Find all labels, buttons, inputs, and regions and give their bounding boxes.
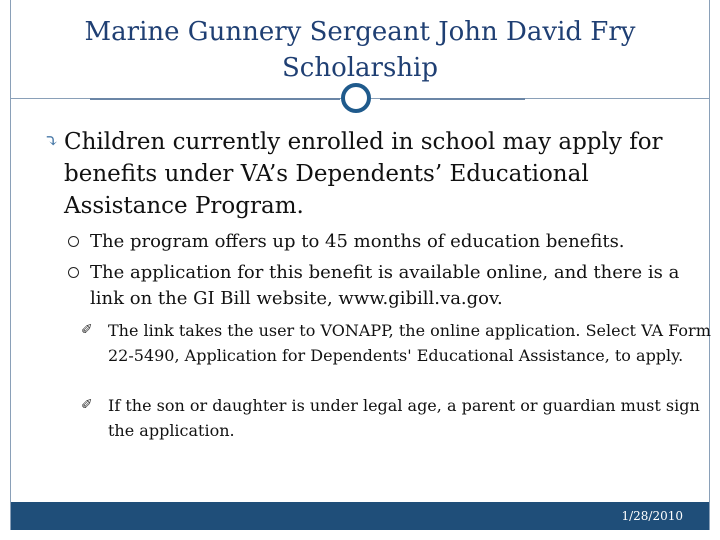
title-divider-right xyxy=(380,98,525,100)
subsub-bullet-1-text: The link takes the user to VONAPP, the online application. Select VA Form 22-5490, Application for Dependents' Educational Assistance, to apply. xyxy=(108,321,711,365)
sub-bullet-1-text: The program offers up to 45 months of education benefits. xyxy=(90,231,625,252)
sub-bullet-2-text: The application for this benefit is available online, and there is a link on the GI Bill website, www.gibill.va.gov. xyxy=(90,262,680,309)
slide-title: Marine Gunnery Sergeant John David Fry Scholarship xyxy=(84,17,636,83)
title-divider-left xyxy=(90,98,340,100)
curved-arrow-bullet-icon: ⤵ xyxy=(44,131,60,152)
subsub-bullet-1 xyxy=(81,318,713,368)
main-bullet xyxy=(44,126,704,222)
subsub-bullet-2 xyxy=(81,393,713,443)
hollow-circle-bullet-icon xyxy=(68,267,79,278)
pen-nib-bullet-icon: ✐ xyxy=(81,322,93,338)
ring-ornament-icon xyxy=(341,83,371,113)
hollow-circle-bullet-icon xyxy=(68,236,79,247)
subsub-bullet-2-text: If the son or daughter is under legal age, a parent or guardian must sign the application. xyxy=(108,396,700,440)
sub-bullet-1 xyxy=(90,229,710,255)
pen-nib-bullet-icon: ✐ xyxy=(81,397,93,413)
footer-date: 1/28/2010 xyxy=(621,509,683,523)
sub-bullet-2 xyxy=(90,260,710,312)
main-bullet-text: Children currently enrolled in school may apply for benefits under VA’s Dependents’ Educational Assistance Program. xyxy=(64,129,663,219)
footer-bar xyxy=(11,502,709,530)
